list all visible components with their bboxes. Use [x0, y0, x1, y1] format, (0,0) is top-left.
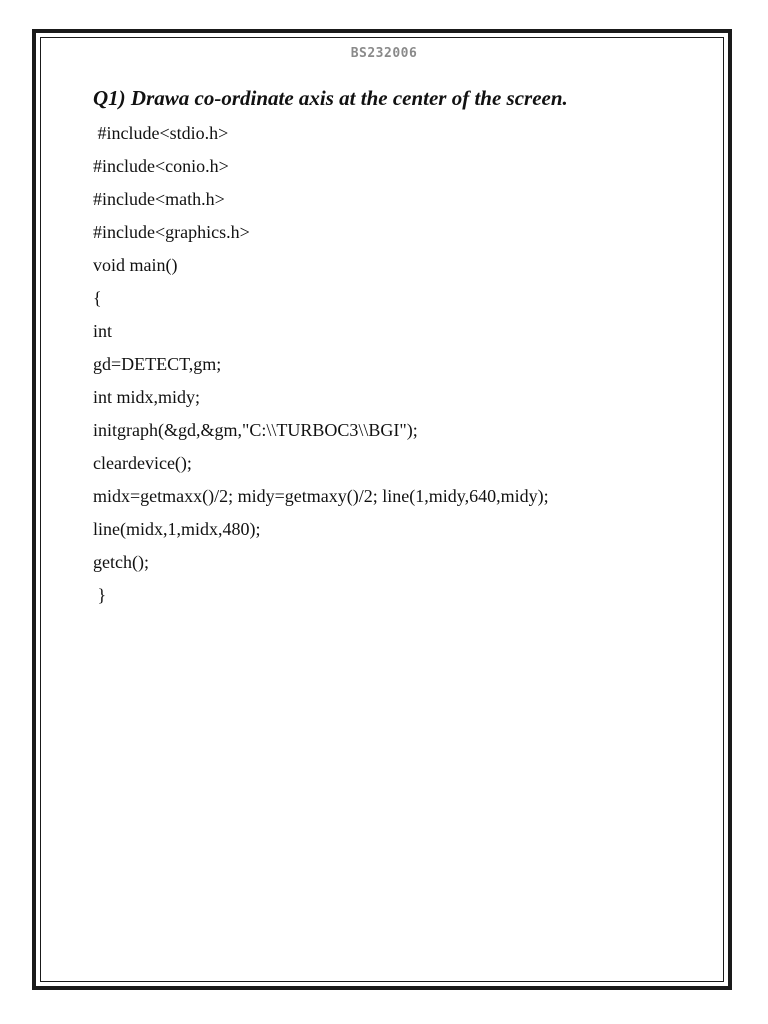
- code-line: gd=DETECT,gm;: [93, 354, 222, 374]
- code-line: {: [93, 288, 102, 308]
- code-line: void main(): [93, 255, 178, 275]
- code-line: #include<math.h>: [93, 189, 225, 209]
- code-line: getch();: [93, 552, 149, 572]
- code-line: line(midx,1,midx,480);: [93, 519, 261, 539]
- code-line: initgraph(&gd,&gm,"C:\\TURBOC3\\BGI");: [93, 420, 418, 440]
- code-line: #include<graphics.h>: [93, 222, 250, 242]
- code-line: cleardevice();: [93, 453, 192, 473]
- code-line: #include<conio.h>: [93, 156, 229, 176]
- question-title: Q1) Drawa co-ordinate axis at the center of the screen.: [93, 86, 568, 110]
- code-line: int: [93, 321, 113, 341]
- code-line: #include<stdio.h>: [93, 123, 229, 143]
- page-border-inner: [40, 37, 724, 982]
- code-line: }: [93, 585, 107, 605]
- code-line: midx=getmaxx()/2; midy=getmaxy()/2; line(1,midy,640,midy);: [93, 486, 549, 506]
- code-line: int midx,midy;: [93, 387, 201, 407]
- document-id: BS232006: [350, 46, 418, 61]
